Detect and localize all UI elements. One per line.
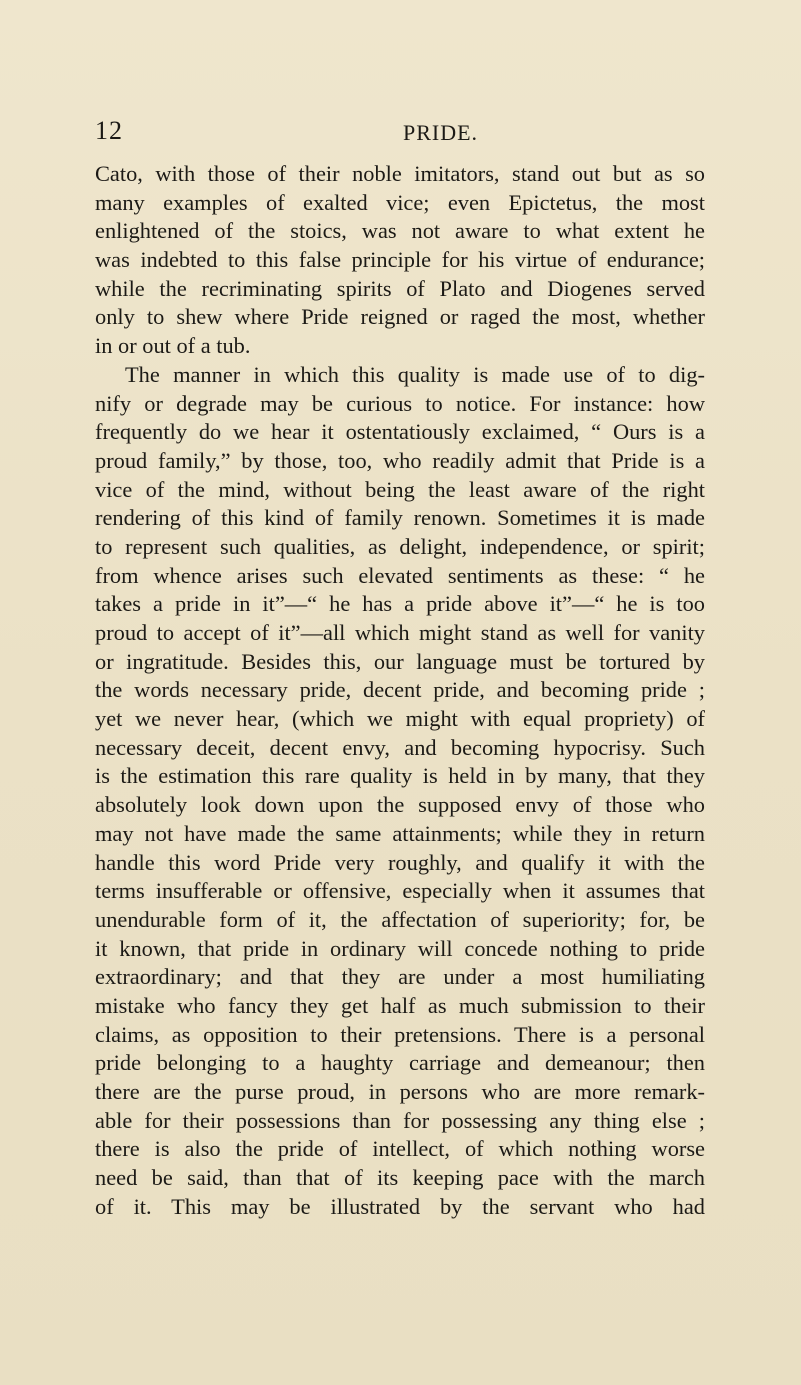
text-line: there are the purse proud, in persons who are more remark-: [95, 1079, 705, 1104]
text-line: yet we never hear, (which we might with equal propriety) of: [95, 706, 705, 732]
text-line: mistake who fancy they get half as much submission to their: [95, 992, 705, 1018]
body-text: [95, 160, 705, 1221]
text-line: vice of the mind, without being the least aware of the right: [95, 476, 705, 502]
page-header: [0, 116, 801, 156]
text-line: need be said, than that of its keeping pace with the march: [95, 1165, 705, 1191]
text-line: frequently do we hear it ostentatiously exclaimed, “ Ours is a: [95, 419, 705, 445]
text-line: may not have made the same attainments; while they in return: [95, 820, 705, 846]
text-line: rendering of this kind of family renown. Sometimes it is made: [95, 505, 705, 531]
text-line: or ingratitude. Besides this, our language must be tortured by: [95, 648, 705, 674]
text-line: in or out of a tub.: [95, 333, 251, 359]
running-head: PRIDE.: [403, 120, 479, 145]
text-line: The manner in which this quality is made use of to dig-: [125, 361, 705, 387]
text-line: is the estimation this rare quality is held in by many, that they: [95, 763, 705, 789]
text-line: proud to accept of it”—all which might stand as well for vanity: [95, 620, 705, 645]
text-line: extraordinary; and that they are under a most humiliating: [95, 964, 705, 990]
text-line: to represent such qualities, as delight, independence, or spirit;: [95, 533, 705, 559]
text-line: proud family,” by those, too, who readily admit that Pride is a: [95, 447, 705, 473]
text-line: of it. This may be illustrated by the servant who had: [95, 1193, 705, 1219]
text-line: many examples of exalted vice; even Epictetus, the most: [95, 189, 705, 215]
text-line: there is also the pride of intellect, of which nothing worse: [95, 1136, 705, 1162]
text-line: from whence arises such elevated sentiments as these: “ he: [95, 562, 705, 588]
text-line: handle this word Pride very roughly, and qualify it with the: [95, 849, 705, 875]
text-line: was indebted to this false principle for his virtue of endurance;: [95, 247, 705, 273]
text-line: absolutely look down upon the supposed envy of those who: [95, 792, 705, 818]
text-line: Cato, with those of their noble imitators, stand out but as so: [95, 161, 705, 186]
text-line: while the recriminating spirits of Plato and Diogenes served: [95, 275, 705, 301]
text-line: enlightened of the stoics, was not aware to what extent he: [95, 218, 705, 244]
text-line: takes a pride in it”—“ he has a pride above it”—“ he is too: [95, 591, 705, 617]
text-line: terms insufferable or offensive, especially when it assumes that: [95, 878, 705, 904]
text-line: claims, as opposition to their pretensions. There is a personal: [95, 1021, 705, 1047]
text-line: only to shew where Pride reigned or raged the most, whether: [95, 304, 705, 330]
text-line: able for their possessions than for possessing any thing else ;: [95, 1107, 705, 1133]
text-line: pride belonging to a haughty carriage and demeanour; then: [95, 1050, 705, 1076]
page-number: 12: [95, 116, 123, 145]
text-line: the words necessary pride, decent pride, and becoming pride ;: [95, 677, 705, 703]
text-line: it known, that pride in ordinary will concede nothing to pride: [95, 935, 705, 961]
text-line: unendurable form of it, the affectation of superiority; for, be: [95, 906, 705, 932]
text-line: necessary deceit, decent envy, and becoming hypocrisy. Such: [95, 734, 705, 760]
text-line: nify or degrade may be curious to notice. For instance: how: [95, 390, 705, 416]
